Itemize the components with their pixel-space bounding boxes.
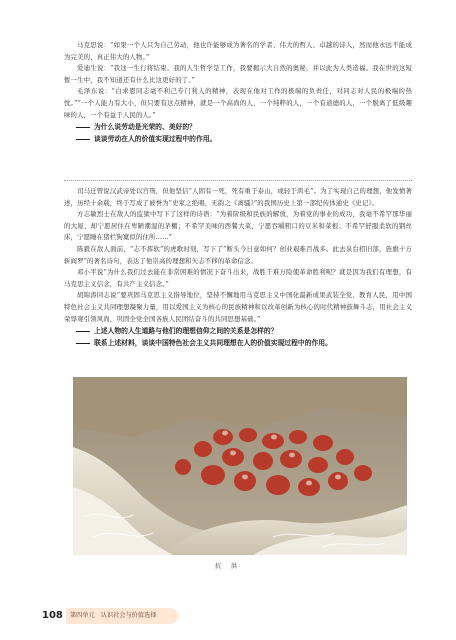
task-text: 谈谈劳动在人的价值实现过程中的作用。 — [94, 135, 217, 144]
quote-maozedong: 毛泽东说：“白求恩同志毫不利己专门利人的精神，表现在他对工作的极端的负责任，对同志对人民的极端的热忱。”“一个人能力有大小，但只要有这点精神，就是一个高尚的人，一个纯粹的人，一个有道德的人，一个脱离了低级趣味的人，一个有益于人民的人。” — [64, 87, 412, 119]
quote-edison: 爱迪生说：“我这一生行将结束。我的人生哲学是工作，我要揭示大自然的奥秘，并以此为人类造福。我在世的这短暂一生中，我不知道还有什么比这更好的了。” — [64, 64, 412, 84]
ideals-section — [64, 186, 412, 349]
dash-mark — [76, 127, 90, 128]
paragraph-fangzhimin: 方志敏烈士在敌人的监狱中写下了这样的诗语：“为着阶级和民族的解放，为着党的事业的成功，我毫不希罕那华丽的大厦，却宁愿居住在卑陋潮湿的茅棚；不希罕美味的西餐大菜，宁愿吞嚼粗口的豆米和菜根；不希罕舒服柔软的钢丝床，宁愿睡在猪栏狗窠似的住所……” — [64, 210, 412, 242]
dash-mark — [76, 343, 90, 344]
dash-mark — [76, 139, 90, 140]
photo-caption: 抗 洪 — [215, 563, 241, 570]
quotes-section — [64, 40, 412, 145]
task-text: 为什么说劳动是光荣的、美好的？ — [94, 123, 196, 132]
task-text: 联系上述材料，谈谈中国特色社会主义共同理想在人的价值实现过程中的作用。 — [94, 339, 332, 348]
unit-title: 认识社会与价值选择 — [100, 612, 157, 619]
discussion-task — [64, 133, 412, 145]
discussion-task — [64, 337, 412, 349]
discussion-task — [64, 121, 412, 133]
quote-marx: 马克思说：“如果一个人只为自己劳动，他也许能够成为著名的学者、伟大的哲人、卓越的诗人，然而他永远不能成为完美的、真正伟大的人物。” — [64, 41, 412, 61]
flood-photo-illustration — [73, 377, 407, 555]
section-divider — [64, 180, 412, 181]
unit-label: 第四单元 — [70, 612, 95, 619]
paragraph-dengxiaoping: 邓小平说“为什么我们过去能在非常困难的情况下奋斗出来，战胜千难万险使革命胜利呢？就是因为我们有理想，有马克思主义信念，有共产主义信念。” — [64, 268, 412, 288]
task-text: 上述人物的人生道路与他们的理想信仰之间的关系是怎样的？ — [94, 327, 278, 336]
dash-mark — [76, 331, 90, 332]
flood-fighting-photo — [73, 377, 407, 555]
discussion-task — [64, 325, 412, 337]
paragraph-chenyi: 陈毅在敌人面前，“志不挥软”的虎歌时刻，写下了“断头今日意如何？创业艰难百战多。此去泉台招旧部，旌旗十万斩阎罗”的著名诗句，表达了他崇高的理想和矢志不移的革命信念。 — [64, 244, 412, 265]
paragraph-hujintao: 胡锦涛同志说“要巩固马克思主义指导地位，坚持不懈地用马克思主义中国化最新成果武装全党、教育人民，用中国特色社会主义共同理想凝聚力量，用以爱国主义为核心的民族精神和以改革创新为核心的时代精神鼓舞斗志，用社会主义荣辱观引领风尚，巩固全党全国各族人民团结奋斗的共同思想基础。” — [64, 291, 412, 323]
page-number: 108 — [42, 610, 63, 621]
paragraph-simaqian: 司马迁曾说汉武帝处以宫刑，但他坚信“人固有一死，死有重于泰山，或轻于鸿毛”。为了实现自己的理想，他发愤著述，历经十余载，终于写成了被誉为“史家之绝唱，无韵之《离骚》”的我国历史上第一部纪传体通史《史记》。 — [64, 187, 412, 207]
page-footer — [0, 608, 456, 624]
footer-unit-title — [70, 608, 156, 624]
